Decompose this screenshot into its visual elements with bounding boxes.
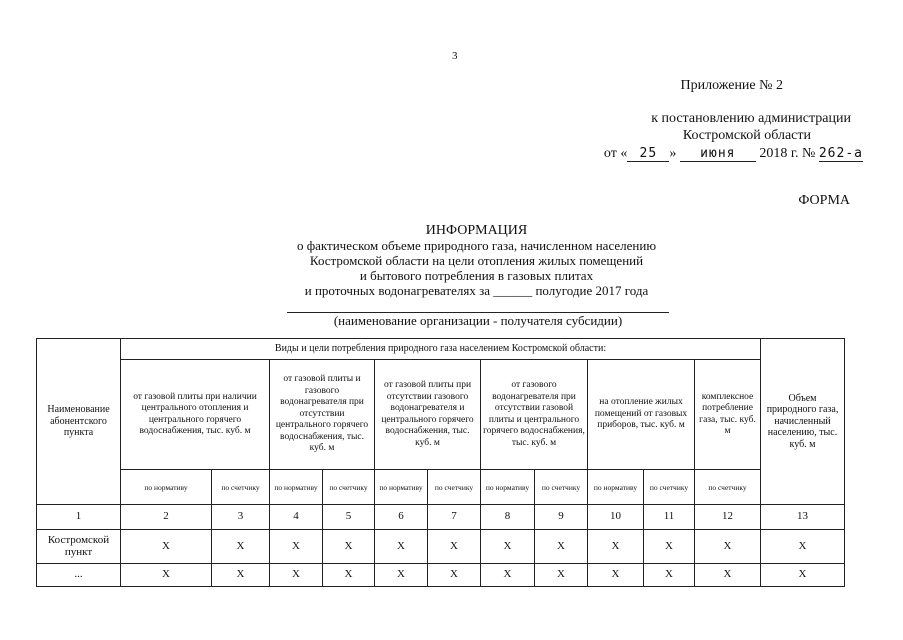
by-meter-label: по счетчику — [428, 470, 481, 505]
subtitle-line-3: и бытового потребления в газовых плитах — [359, 268, 594, 283]
by-norm-label: по нормативу — [481, 470, 535, 505]
date-year: 2018 г. № — [759, 146, 816, 161]
date-mid: » — [669, 146, 677, 161]
table-cell: Х — [644, 564, 695, 587]
table-cell: Х — [121, 530, 212, 564]
appendix-label: Приложение № 2 — [680, 78, 783, 93]
table-cell: Х — [481, 530, 535, 564]
decree-line-2: Костромской области — [682, 128, 811, 143]
col-number: 6 — [375, 505, 428, 530]
table-cell: Х — [588, 564, 644, 587]
table-cell: Х — [535, 564, 588, 587]
table-cell: Х — [644, 530, 695, 564]
date-day: 25 — [627, 147, 669, 162]
table-cell: Х — [375, 564, 428, 587]
table-cell: Х — [428, 530, 481, 564]
by-meter-label: по счетчику — [212, 470, 270, 505]
doc-subtitle — [25, 238, 903, 298]
by-meter-label: по счетчику — [323, 470, 375, 505]
subtitle-line-1: о фактическом объеме природного газа, начисленном населению — [296, 238, 657, 253]
table-cell: Х — [323, 530, 375, 564]
by-meter-label: по счетчику — [644, 470, 695, 505]
table-cell: Х — [323, 564, 375, 587]
form-label: ФОРМА — [798, 193, 850, 208]
sub-header-5: на отопление жилых помещений от газовых приборов, тыс. куб. м — [588, 360, 695, 470]
table-row — [37, 530, 845, 564]
row-name: Костромской пункт — [37, 530, 121, 564]
subtitle-line-4: и проточных водонагревателях за ______ полугодие 2017 года — [304, 283, 649, 298]
by-norm-label: по нормативу — [121, 470, 212, 505]
org-caption: (наименование организации - получателя субсидии) — [333, 313, 623, 328]
date-prefix: от « — [603, 146, 628, 161]
subtitle-line-2: Костромской области на цели отопления жилых помещений — [309, 253, 644, 268]
col-number: 5 — [323, 505, 375, 530]
col-number: 7 — [428, 505, 481, 530]
table-cell: Х — [270, 564, 323, 587]
table-cell: Х — [121, 564, 212, 587]
table-cell: Х — [375, 530, 428, 564]
date-month: июня — [680, 147, 756, 162]
by-meter-label: по счетчику — [695, 470, 761, 505]
doc-title: ИНФОРМАЦИЯ — [425, 223, 528, 238]
sub-header-4: от газового водонагревателя при отсутствии газовой плиты и центрального горячего водоснабжения, тыс. куб. м — [481, 360, 588, 470]
by-norm-label: по нормативу — [270, 470, 323, 505]
sub-header-3: от газовой плиты при отсутствии газового водонагревателя и центрального горячего водоснабжения, тыс. куб. м — [375, 360, 481, 470]
column-numbers-row — [37, 505, 845, 530]
table-cell: Х — [695, 564, 761, 587]
decree-date — [604, 145, 863, 162]
col-number: 2 — [121, 505, 212, 530]
by-norm-label: по нормативу — [588, 470, 644, 505]
table-cell: Х — [535, 530, 588, 564]
col-number: 9 — [535, 505, 588, 530]
row-name: ... — [37, 564, 121, 587]
table-cell: Х — [212, 530, 270, 564]
table-cell: Х — [212, 564, 270, 587]
by-meter-label: по счетчику — [535, 470, 588, 505]
consumption-table — [36, 338, 845, 587]
col-number: 10 — [588, 505, 644, 530]
table-row — [37, 564, 845, 587]
table-cell: Х — [588, 530, 644, 564]
col-number: 1 — [37, 505, 121, 530]
table-cell: Х — [481, 564, 535, 587]
col-number: 4 — [270, 505, 323, 530]
table-cell: Х — [761, 530, 845, 564]
page-number: 3 — [452, 50, 458, 62]
table-cell: Х — [761, 564, 845, 587]
table-cell: Х — [695, 530, 761, 564]
date-number: 262-а — [818, 146, 863, 161]
table-cell: Х — [428, 564, 481, 587]
col-number: 3 — [212, 505, 270, 530]
col-number: 11 — [644, 505, 695, 530]
decree-line-1: к постановлению администрации — [651, 111, 851, 126]
col-number: 12 — [695, 505, 761, 530]
sub-header-2: от газовой плиты и газового водонагревателя при отсутствии центрального горячего водоснабжения, тыс. куб. м — [270, 360, 375, 470]
sub-header-1: от газовой плиты при наличии центрального отопления и центрального горячего водоснабжения, тыс. куб. м — [121, 360, 270, 470]
col-header-name: Наименование абонентского пункта — [37, 339, 121, 505]
sub-header-6: комплексное потребление газа, тыс. куб. м — [695, 360, 761, 470]
col-header-volume: Объем природного газа, начисленный населению, тыс. куб. м — [761, 339, 845, 505]
col-number: 13 — [761, 505, 845, 530]
table-cell: Х — [270, 530, 323, 564]
by-norm-label: по нормативу — [375, 470, 428, 505]
group-header: Виды и цели потребления природного газа населением Костромской области: — [121, 339, 761, 360]
col-number: 8 — [481, 505, 535, 530]
